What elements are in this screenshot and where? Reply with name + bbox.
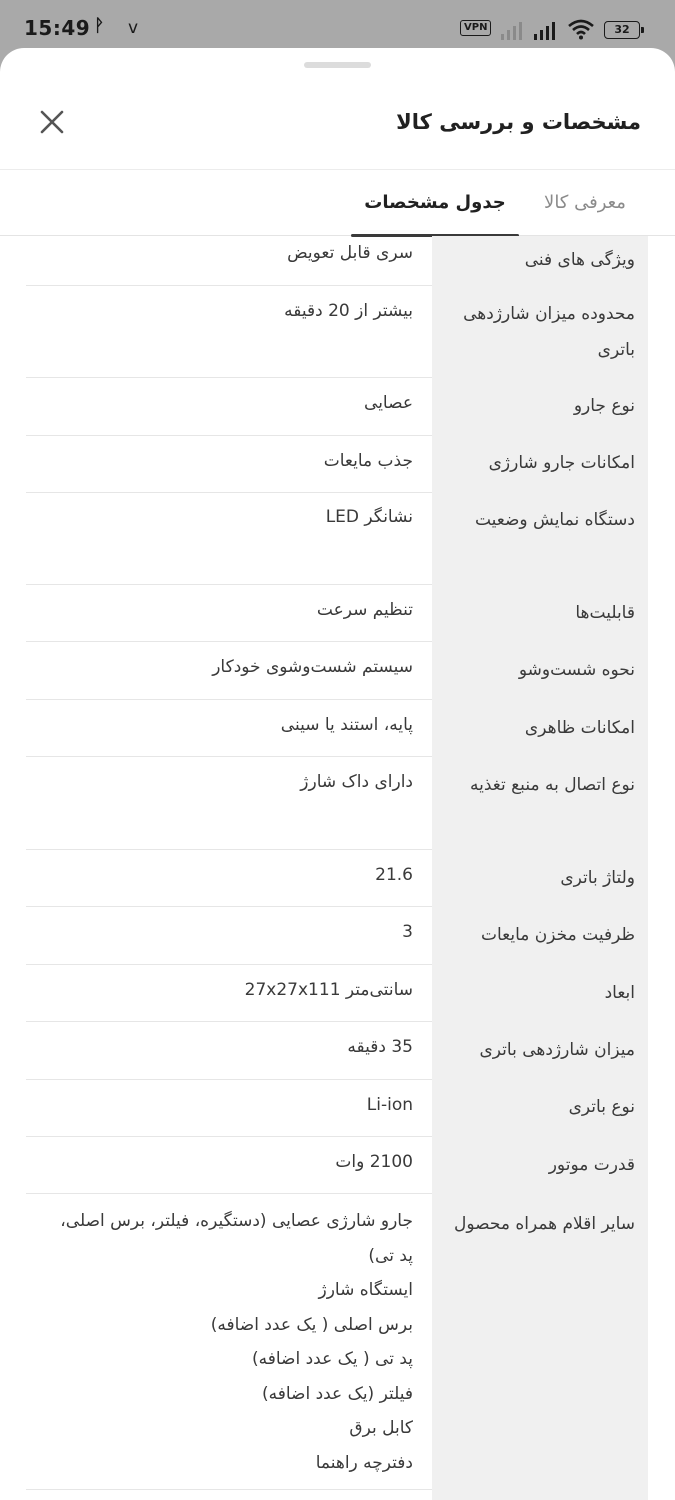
row-divider xyxy=(26,1193,432,1194)
spec-value-line: نشانگر LED xyxy=(325,507,413,527)
wifi-icon xyxy=(567,18,595,40)
spec-value-line: دفترچه راهنما xyxy=(315,1452,413,1473)
spec-value-line: عصایی xyxy=(364,393,413,413)
vpn-icon: VPN xyxy=(460,20,491,36)
spec-label: امکانات جارو شارژی xyxy=(488,453,635,473)
spec-value xyxy=(53,1088,413,1123)
tab-product-intro[interactable]: معرفی کالا xyxy=(544,192,626,213)
spec-value-line: فیلتر (یک عدد اضافه) xyxy=(261,1383,413,1404)
row-divider xyxy=(26,1489,432,1490)
spec-value-line: سانتی‌متر 27x27x111 xyxy=(244,980,413,1000)
spec-value-line: پایه، استند یا سینی xyxy=(280,715,413,735)
battery-icon: 32 xyxy=(604,21,640,39)
spec-value xyxy=(53,444,413,479)
spec-label: امکانات ظاهری xyxy=(524,718,635,738)
spec-value-line: Li-ion xyxy=(366,1095,413,1115)
spec-value-line: 2100 وات xyxy=(335,1152,413,1172)
spec-value xyxy=(53,294,413,329)
row-divider xyxy=(26,584,432,585)
spec-label: ولتاژ باتری xyxy=(560,868,635,888)
sheet-header xyxy=(0,88,675,170)
row-divider xyxy=(26,906,432,907)
spec-value xyxy=(53,765,413,800)
spec-value xyxy=(53,1145,413,1180)
row-divider xyxy=(26,377,432,378)
spec-value xyxy=(53,915,413,950)
spec-label: میزان شارژدهی باتری xyxy=(479,1040,635,1060)
spec-value xyxy=(53,973,413,1008)
spec-value-line: کابل برق xyxy=(349,1418,413,1438)
spec-label: سایر اقلام همراه محصول xyxy=(453,1214,635,1234)
tab-bar xyxy=(0,170,675,236)
spec-value-line: برس اصلی ( یک عدد اضافه) xyxy=(210,1314,413,1335)
spec-value-line: دارای داک شارژ xyxy=(300,772,413,792)
spec-value-line: پد تی ( یک عدد اضافه) xyxy=(251,1349,413,1369)
spec-value-line: تنظیم سرعت xyxy=(316,600,413,620)
spec-value xyxy=(53,500,413,535)
status-bar xyxy=(0,0,675,50)
spec-label: قابلیت‌ها xyxy=(575,603,635,623)
tab-specs-table[interactable]: جدول مشخصات xyxy=(351,170,519,236)
row-divider xyxy=(26,641,432,642)
spec-value xyxy=(53,858,413,893)
spec-value-line: جذب مایعات xyxy=(323,451,413,471)
bottom-sheet xyxy=(0,48,675,1500)
spec-value-line: 3 xyxy=(402,922,413,942)
spec-value xyxy=(53,1030,413,1065)
row-divider xyxy=(26,849,432,850)
spec-value-line: سیستم شست‌وشوی خودکار xyxy=(212,657,413,677)
row-divider xyxy=(26,756,432,757)
spec-label: ظرفیت مخزن مایعات xyxy=(480,925,635,945)
row-divider xyxy=(26,1079,432,1080)
row-divider xyxy=(26,699,432,700)
spec-value xyxy=(53,386,413,421)
spec-label: دستگاه نمایش وضعیت xyxy=(474,510,635,530)
row-divider xyxy=(26,492,432,493)
spec-label: محدوده میزان شارژدهی باتری xyxy=(463,304,635,360)
spec-value xyxy=(53,593,413,628)
close-icon[interactable] xyxy=(34,104,70,140)
sheet-title: مشخصات و بررسی کالا xyxy=(396,110,641,134)
row-divider xyxy=(26,964,432,965)
spec-value-line: 21.6 xyxy=(375,865,413,885)
spec-label: قدرت موتور xyxy=(548,1155,635,1175)
spec-label: نحوه شست‌وشو xyxy=(518,660,635,680)
signal-strength-icon xyxy=(500,20,526,40)
spec-label: نوع اتصال به منبع تغذیه xyxy=(470,775,635,795)
spec-label: ویژگی های فنی xyxy=(524,250,635,270)
notification-icon: v xyxy=(128,18,139,38)
spec-value xyxy=(53,650,413,685)
spec-value xyxy=(53,236,413,271)
spec-value xyxy=(53,1204,413,1480)
spec-value-line: جارو شارژی عصایی (دستگیره، فیلتر، برس اصلی، پد تی) xyxy=(60,1211,413,1266)
row-divider xyxy=(26,285,432,286)
spec-value-line: سری قابل تعویض xyxy=(287,243,413,263)
spec-label: نوع باتری xyxy=(568,1097,635,1117)
drag-handle[interactable] xyxy=(304,62,371,68)
signal-strength-icon xyxy=(533,20,559,40)
spec-value-line: ایستگاه شارژ xyxy=(318,1280,413,1300)
row-divider xyxy=(26,1136,432,1137)
spec-value-line: بیشتر از 20 دقیقه xyxy=(284,301,413,321)
app-notification-icon: ᚹ xyxy=(94,16,105,36)
status-time: 15:49 xyxy=(24,16,91,40)
spec-label: ابعاد xyxy=(604,983,635,1003)
row-divider xyxy=(26,1021,432,1022)
spec-value xyxy=(53,708,413,743)
spec-label: نوع جارو xyxy=(573,396,635,416)
row-divider xyxy=(26,435,432,436)
spec-value-line: 35 دقیقه xyxy=(347,1037,413,1057)
